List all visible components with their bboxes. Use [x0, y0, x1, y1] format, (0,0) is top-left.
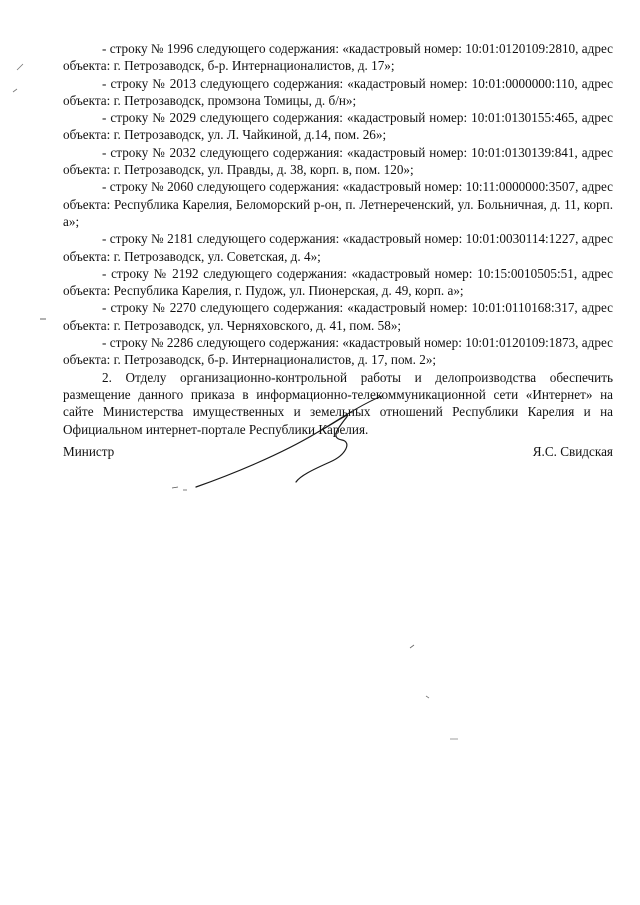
list-item: - строку № 2029 следующего содержания: «кадастровый номер: 10:01:0130155:465, адрес объекта: г. Петрозаводск, ул. Л. Чайкиной, д.14, пом. 26»;	[63, 110, 613, 143]
list-item: - строку № 2060 следующего содержания: «кадастровый номер: 10:11:0000000:3507, адрес объекта: Республика Карелия, Беломорский р-он, п. Летнереченский, ул. Больничная, д. 11, корп. а»;	[63, 179, 613, 229]
signer-name: Я.С. Свидская	[532, 444, 613, 459]
list-item: - строку № 2192 следующего содержания: «кадастровый номер: 10:15:0010505:51, адрес объекта: Республика Карелия, г. Пудож, ул. Пионерская, д. 49, корп. а»;	[63, 265, 613, 299]
list-item: - строку № 2013 следующего содержания: «кадастровый номер: 10:01:0000000:110, адрес объекта: г. Петрозаводск, промзона Томицы, д. б/н»;	[63, 75, 613, 108]
list-item: - строку № 2270 следующего содержания: «кадастровый номер: 10:01:0110168:317, адрес объекта: г. Петрозаводск, ул. Черняховского, д. 41, пом. 58»;	[63, 300, 613, 333]
list-item: - строку № 2286 следующего содержания: «кадастровый номер: 10:01:0120109:1873, адрес объекта: г. Петрозаводск, б-р. Интернационалистов, д. 17, пом. 2»;	[63, 335, 613, 368]
point-2-paragraph: 2. Отделу организационно-контрольной работы и делопроизводства обеспечить размещение данного приказа в информационно-телекоммуникационной сети «Интернет» на сайте Министерства имущественных и земельных отношений Республики Карелия и на Официальном интернет-портале Республики Карелия.	[63, 369, 613, 437]
list-item: - строку № 2032 следующего содержания: «кадастровый номер: 10:01:0130139:841, адрес объекта: г. Петрозаводск, ул. Правды, д. 38, корп. в, пом. 120»;	[63, 144, 613, 178]
list-item: - строку № 2181 следующего содержания: «кадастровый номер: 10:01:0030114:1227, адрес объекта: г. Петрозаводск, ул. Советская, д. 4»;	[63, 231, 613, 264]
list-item: - строку № 1996 следующего содержания: «кадастровый номер: 10:01:0120109:2810, адрес объекта: г. Петрозаводск, б-р. Интернационалистов, д. 17»;	[63, 41, 613, 74]
signer-position: Министр	[63, 444, 115, 459]
